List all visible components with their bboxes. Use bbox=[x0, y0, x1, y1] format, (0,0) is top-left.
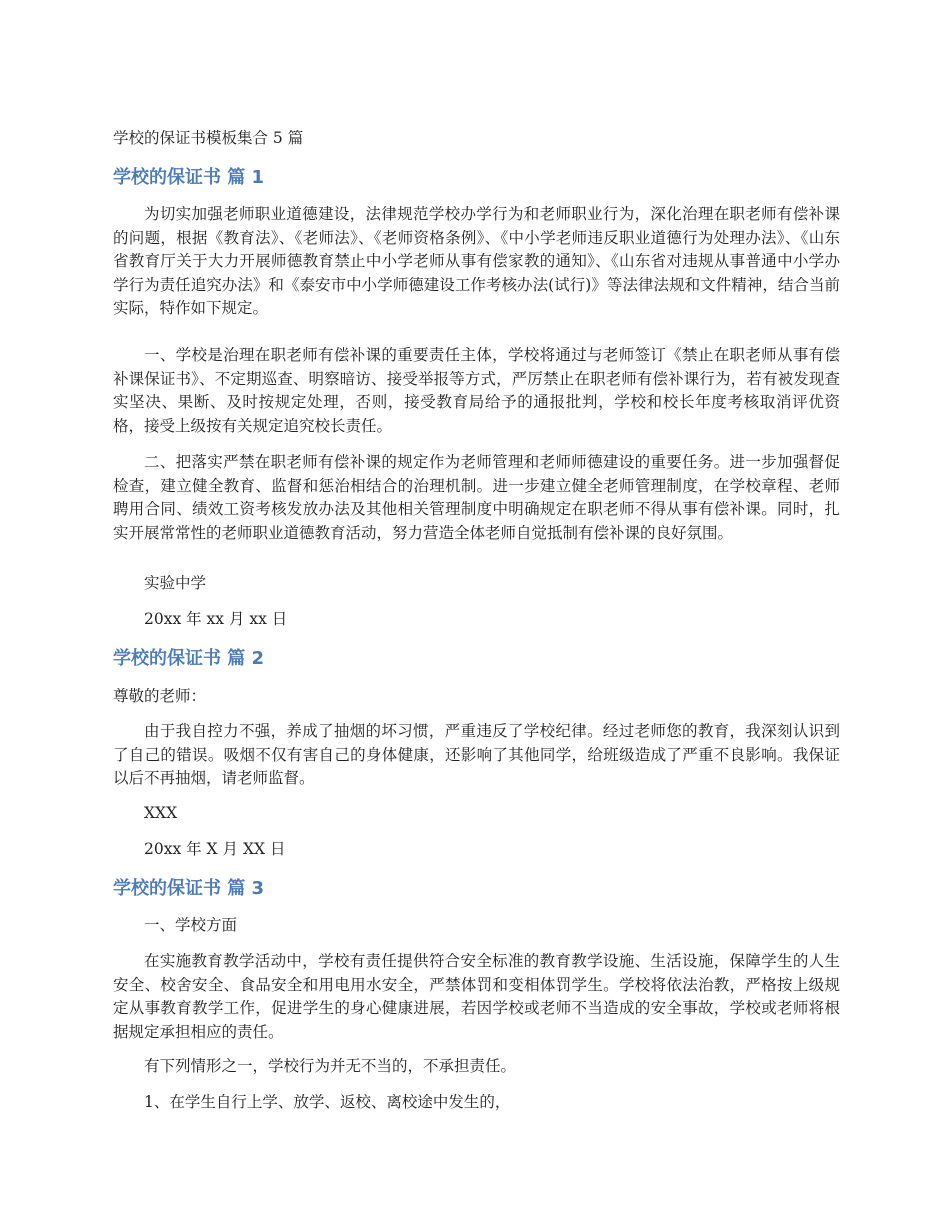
paragraph: 一、学校是治理在职老师有偿补课的重要责任主体，学校将通过与老师签订《禁止在职老师从事有偿补课保证书》、不定期巡查、明察暗访、接受举报等方式，严厉禁止在职老师有偿补课行为，若有被发现查实坚决、果断、及时按规定处理，否则，接受教育局给予的通报批判，学校和校长年度考核取消评优资格，接受上级按有关规定追究校长责任。 bbox=[113, 346, 840, 435]
greeting: 尊敬的老师： bbox=[113, 687, 207, 705]
signature-date: 20xx 年 xx 月 xx 日 bbox=[144, 610, 288, 628]
paragraph: 为切实加强老师职业道德建设，法律规范学校办学行为和老师职业行为，深化治理在职老师有偿补课的问题，根据《教育法》、《老师法》、《老师资格条例》、《中小学老师违反职业道德行为处理办法》、《山东省教育厅关于大力开展师德教育禁止中小学老师从事有偿家教的通知》、《山东省对违规从事普通中小学办学行为责任追究办法》和《泰安市中小学师德建设工作考核办法(试行)》等法律法规和文件精神，结合当前实际，特作如下规定。 bbox=[113, 205, 840, 317]
subsection-title: 一、学校方面 bbox=[144, 916, 238, 934]
list-item: 1、在学生自行上学、放学、返校、离校途中发生的， bbox=[144, 1093, 511, 1111]
section-heading-3: 学校的保证书 篇 3 bbox=[113, 878, 265, 899]
signature-date: 20xx 年 X 月 XX 日 bbox=[144, 840, 286, 858]
paragraph: 二、把落实严禁在职老师有偿补课的规定作为老师管理和老师师德建设的重要任务。进一步加强督促检查，建立健全教育、监督和惩治相结合的治理机制。进一步建立健全老师管理制度，在学校章程、老师聘用合同、绩效工资考核发放办法及其他相关管理制度中明确规定在职老师不得从事有偿补课。同时，扎实开展常常性的老师职业道德教育活动，努力营造全体老师自觉抵制有偿补课的良好氛围。 bbox=[113, 453, 840, 542]
paragraph: 有下列情形之一，学校行为并无不当的，不承担责任。 bbox=[144, 1057, 517, 1075]
signature-school: 实验中学 bbox=[144, 574, 207, 592]
section-heading-2: 学校的保证书 篇 2 bbox=[113, 648, 265, 669]
signature-name: XXX bbox=[144, 804, 178, 822]
paragraph: 由于我自控力不强，养成了抽烟的坏习惯，严重违反了学校纪律。经过老师您的教育，我深刻认识到了自己的错误。吸烟不仅有害自己的身体健康，还影响了其他同学，给班级造成了严重不良影响。我保证以后不再抽烟，请老师监督。 bbox=[113, 722, 840, 787]
document-title: 学校的保证书模板集合 5 篇 bbox=[113, 129, 304, 147]
paragraph: 在实施教育教学活动中，学校有责任提供符合安全标准的教育教学设施、生活设施，保障学生的人生安全、校舍安全、食品安全和用电用水安全，严禁体罚和变相体罚学生。学校将依法治教，严格按上级规定从事教育教学工作，促进学生的身心健康进展，若因学校或老师不当造成的安全事故，学校或老师将根据规定承担相应的责任。 bbox=[113, 952, 840, 1041]
section-heading-1: 学校的保证书 篇 1 bbox=[113, 167, 265, 188]
